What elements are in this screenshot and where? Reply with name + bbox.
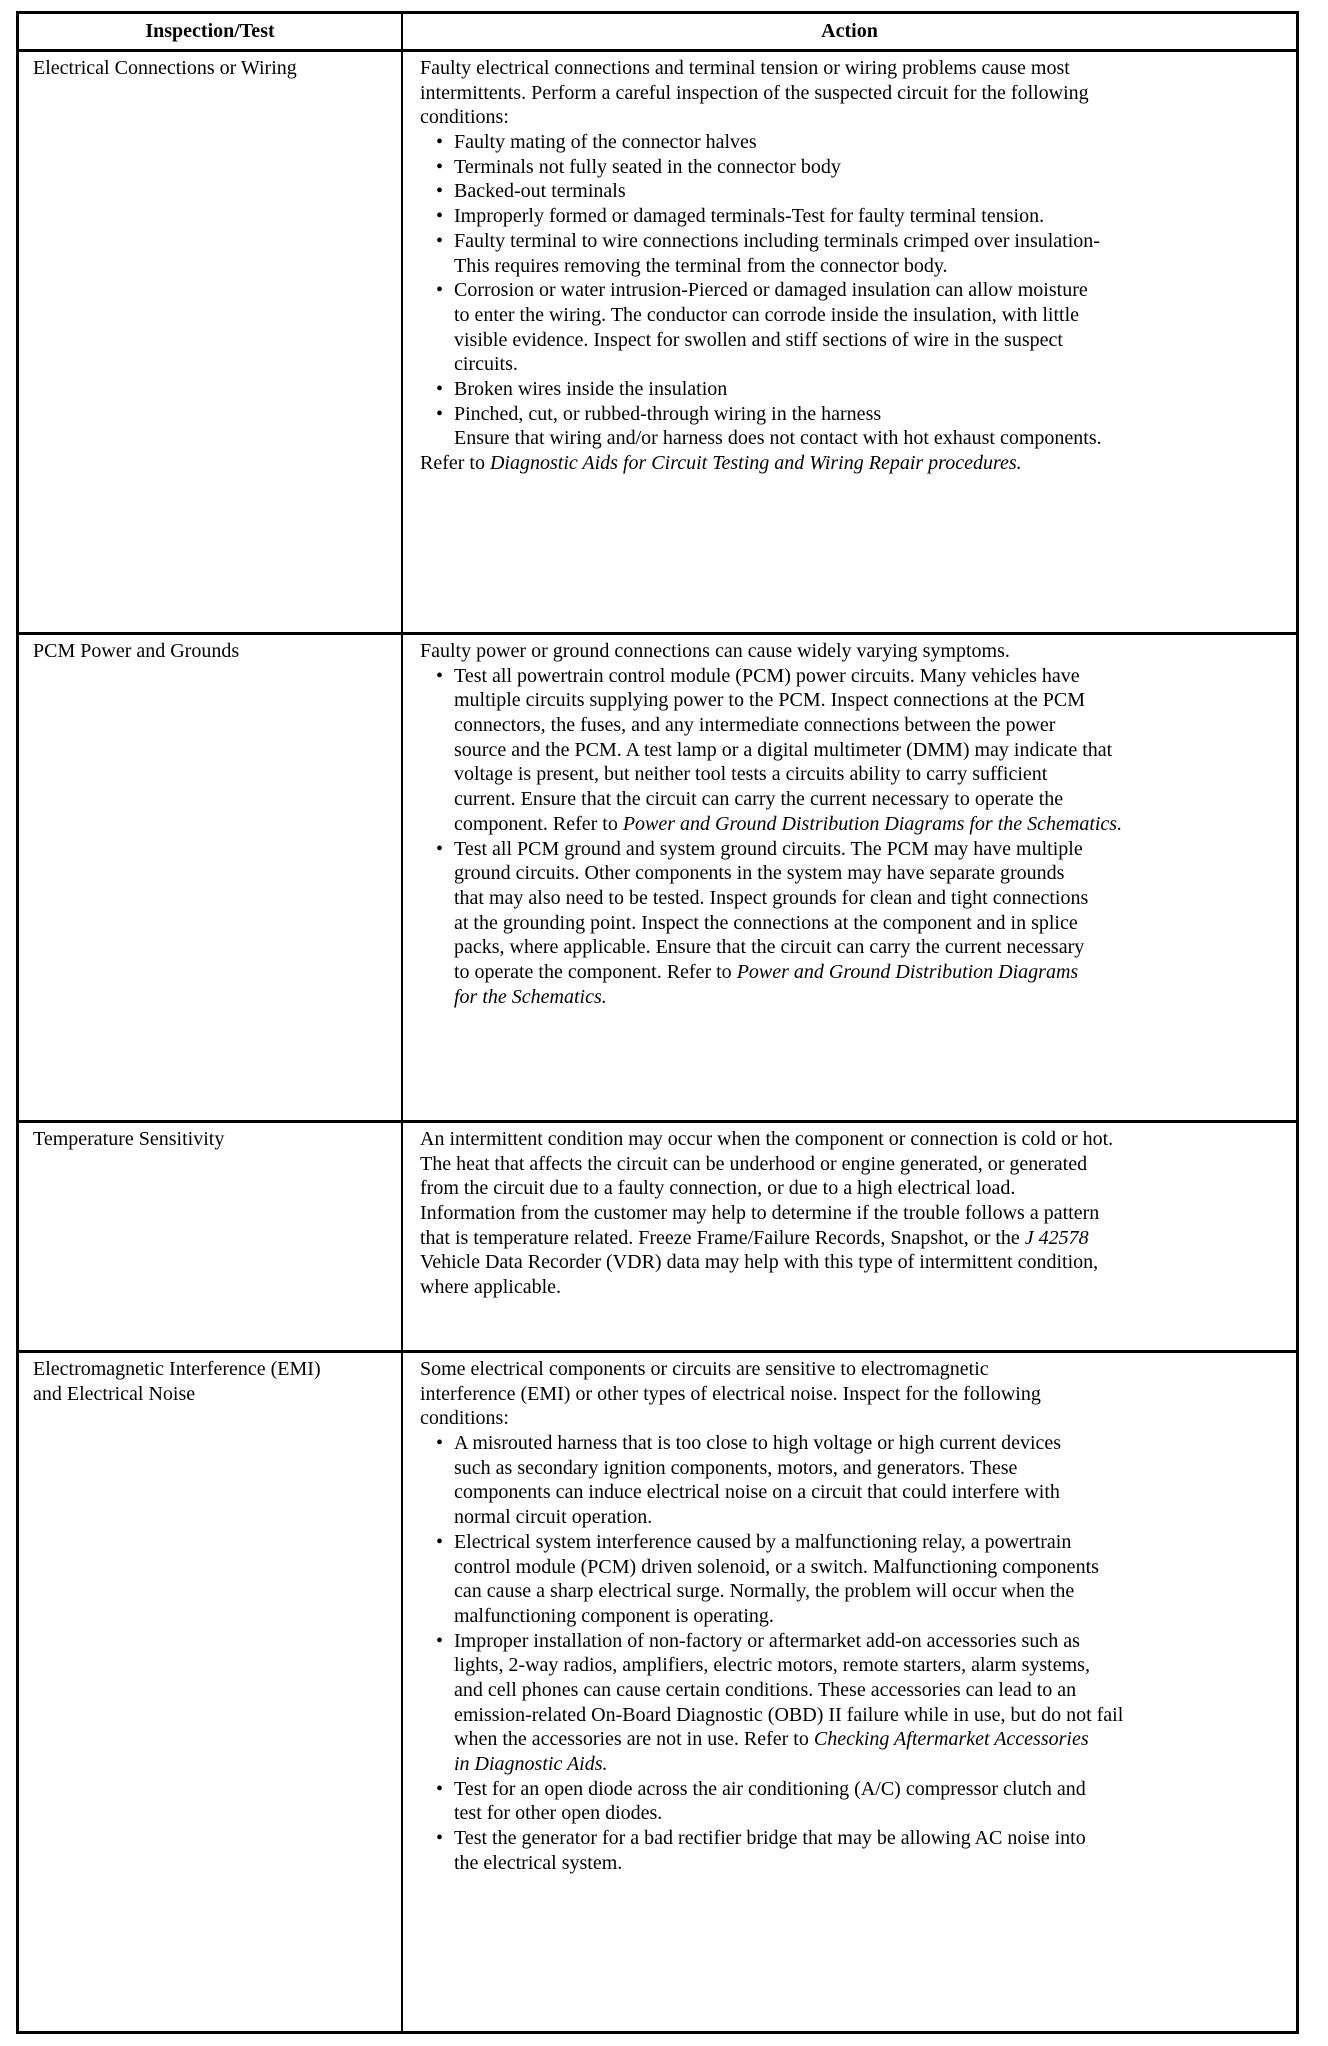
bullet-icon: • <box>436 377 444 400</box>
action-text: conditions: <box>420 1407 509 1430</box>
action-text: multiple circuits supplying power to the PCM. Inspect connections at the PCM <box>454 689 1086 712</box>
action-text: visible evidence. Inspect for swollen and stiff sections of wire in the suspect <box>454 328 1063 351</box>
inspection-label-line: PCM Power and Grounds <box>33 640 240 662</box>
inspection-label-line: and Electrical Noise <box>33 1382 196 1405</box>
action-text: Faulty power or ground connections can cause widely varying symptoms. <box>420 640 1010 662</box>
bullet-icon: • <box>436 837 444 860</box>
action-text: connectors, the fuses, and any intermediate connections between the power <box>454 714 1056 737</box>
bullet-icon: • <box>436 131 444 154</box>
action-paragraph-line <box>420 1127 1300 1152</box>
bullet-item <box>420 278 1300 303</box>
bullet-continuation <box>420 1505 1300 1530</box>
header-action: Action <box>821 20 878 42</box>
action-paragraph-line <box>420 1357 1300 1382</box>
bullet-continuation <box>420 1579 1300 1604</box>
bullet-item <box>420 229 1300 254</box>
table-row-pcm-power-grounds <box>19 635 1296 1121</box>
action-text: when the accessories are not in use. Refer to <box>454 1728 814 1751</box>
action-text: The heat that affects the circuit can be underhood or engine generated, or generated <box>420 1152 1088 1175</box>
action-text: that may also need to be tested. Inspect grounds for clean and tight connections <box>454 886 1089 909</box>
action-text: circuits. <box>454 353 518 376</box>
bullet-continuation <box>420 713 1300 738</box>
action-paragraph-line <box>420 451 1300 476</box>
action-text: ground circuits. Other components in the system may have separate grounds <box>454 862 1065 885</box>
bullet-item <box>420 1431 1300 1456</box>
action-cell <box>420 1127 1300 1300</box>
bullet-continuation <box>420 935 1300 960</box>
bullet-item <box>420 1629 1300 1654</box>
bullet-continuation <box>420 762 1300 787</box>
action-text: voltage is present, but neither tool tests a circuits ability to carry sufficient <box>454 763 1048 786</box>
action-paragraph-line <box>420 81 1300 106</box>
action-text: component. Refer to <box>454 812 623 835</box>
action-text: Refer to <box>420 452 490 474</box>
action-text: Pinched, cut, or rubbed-through wiring in the harness <box>454 402 882 425</box>
bullet-icon: • <box>436 279 444 302</box>
bullet-continuation <box>420 1727 1300 1752</box>
bullet-continuation <box>420 1752 1300 1777</box>
action-text: normal circuit operation. <box>454 1506 653 1529</box>
bullet-icon: • <box>436 205 444 228</box>
bullet-item <box>420 664 1300 689</box>
action-text: Improper installation of non-factory or aftermarket add-on accessories such as <box>454 1629 1080 1652</box>
bullet-continuation <box>420 960 1300 985</box>
bullet-continuation <box>420 861 1300 886</box>
action-paragraph-line <box>420 1226 1300 1251</box>
bullet-icon: • <box>436 1629 444 1652</box>
bullet-continuation <box>420 426 1300 451</box>
bullet-continuation <box>420 1555 1300 1580</box>
action-text: Backed-out terminals <box>454 180 626 203</box>
bullet-continuation <box>420 787 1300 812</box>
bullet-continuation <box>420 911 1300 936</box>
action-text: Test for an open diode across the air conditioning (A/C) compressor clutch and <box>454 1777 1086 1800</box>
bullet-continuation <box>420 688 1300 713</box>
action-cell <box>420 1357 1300 1875</box>
bullet-item <box>420 204 1300 229</box>
action-text: the electrical system. <box>454 1851 623 1874</box>
bullet-item <box>420 1777 1300 1802</box>
action-text: control module (PCM) driven solenoid, or a switch. Malfunctioning components <box>454 1555 1099 1578</box>
bullet-continuation <box>420 886 1300 911</box>
action-text: Improperly formed or damaged terminals-Test for faulty terminal tension. <box>454 205 1045 228</box>
bullet-item <box>420 402 1300 427</box>
action-text: Information from the customer may help to determine if the trouble follows a pattern <box>420 1202 1100 1225</box>
action-text: Test all powertrain control module (PCM) power circuits. Many vehicles have <box>454 664 1080 687</box>
action-text: from the circuit due to a faulty connection, or due to a high electrical load. <box>420 1177 1016 1200</box>
bullet-icon: • <box>436 155 444 178</box>
action-text: Some electrical components or circuits are sensitive to electromagnetic <box>420 1358 989 1380</box>
action-text: conditions: <box>420 106 509 129</box>
inspection-cell <box>33 56 393 81</box>
bullet-continuation <box>420 985 1300 1010</box>
action-text: at the grounding point. Inspect the connections at the component and in splice <box>454 911 1078 934</box>
action-text: A misrouted harness that is too close to high voltage or high current devices <box>454 1432 1062 1455</box>
bullet-continuation <box>420 352 1300 377</box>
action-text: An intermittent condition may occur when the component or connection is cold or hot. <box>420 1128 1114 1150</box>
action-text: intermittents. Perform a careful inspection of the suspected circuit for the following <box>420 81 1089 104</box>
action-paragraph-line <box>420 639 1300 664</box>
bullet-continuation <box>420 328 1300 353</box>
action-text: Faulty terminal to wire connections including terminals crimped over insulation- <box>454 229 1100 252</box>
table-row-electrical-connections <box>19 52 1296 632</box>
action-text: Test the generator for a bad rectifier bridge that may be allowing AC noise into <box>454 1827 1086 1850</box>
bullet-continuation <box>420 303 1300 328</box>
inspection-label-line: Electromagnetic Interference (EMI) <box>33 1358 321 1380</box>
bullet-icon: • <box>436 664 444 687</box>
action-text: interference (EMI) or other types of electrical noise. Inspect for the following <box>420 1382 1041 1405</box>
bullet-icon: • <box>436 1827 444 1850</box>
action-text: current. Ensure that the circuit can carry the current necessary to operate the <box>454 788 1064 811</box>
action-text: Test all PCM ground and system ground circuits. The PCM may have multiple <box>454 837 1083 860</box>
action-paragraph-line <box>420 1201 1300 1226</box>
action-text: Faulty electrical connections and terminal tension or wiring problems cause most <box>420 57 1070 79</box>
inspection-cell <box>33 1127 393 1152</box>
action-paragraph-line <box>420 1406 1300 1431</box>
action-text: Faulty mating of the connector halves <box>454 131 757 154</box>
action-text: emission-related On-Board Diagnostic (OBD) II failure while in use, but do not fail <box>454 1703 1124 1726</box>
action-text: Terminals not fully seated in the connector body <box>454 155 841 178</box>
action-text: to enter the wiring. The conductor can corrode inside the insulation, with little <box>454 303 1080 326</box>
action-text: source and the PCM. A test lamp or a digital multimeter (DMM) may indicate that <box>454 738 1113 761</box>
reference-italic: Diagnostic Aids for Circuit Testing and Wiring Repair procedures. <box>489 452 1022 474</box>
reference-italic: J 42578 <box>1024 1226 1089 1249</box>
bullet-continuation <box>420 1801 1300 1826</box>
reference-italic: Power and Ground Distribution Diagrams for the Schematics. <box>622 812 1123 835</box>
header-inspection-test: Inspection/Test <box>145 20 275 42</box>
action-paragraph-line <box>420 105 1300 130</box>
bullet-icon: • <box>436 1530 444 1553</box>
bullet-continuation <box>420 1703 1300 1728</box>
bullet-item <box>420 155 1300 180</box>
reference-italic: Checking Aftermarket Accessories <box>813 1728 1089 1751</box>
inspection-label-line: Temperature Sensitivity <box>33 1128 225 1150</box>
bullet-continuation <box>420 1678 1300 1703</box>
bullet-item <box>420 1826 1300 1851</box>
action-paragraph-line <box>420 56 1300 81</box>
action-text: such as secondary ignition components, motors, and generators. These <box>454 1456 1018 1479</box>
action-text: can cause a sharp electrical surge. Normally, the problem will occur when the <box>454 1580 1075 1603</box>
bullet-item <box>420 837 1300 862</box>
action-text: components can induce electrical noise on a circuit that could interfere with <box>454 1481 1060 1504</box>
bullet-continuation <box>420 1456 1300 1481</box>
inspection-label-line: Electrical Connections or Wiring <box>33 57 297 79</box>
bullet-continuation <box>420 738 1300 763</box>
action-cell <box>420 639 1300 1009</box>
reference-italic: Power and Ground Distribution Diagrams <box>736 960 1079 983</box>
table-row-emi-electrical-noise <box>19 1353 1296 2033</box>
bullet-icon: • <box>436 1777 444 1800</box>
bullet-icon: • <box>436 1432 444 1455</box>
reference-italic: for the Schematics. <box>454 985 607 1008</box>
action-text: This requires removing the terminal from the connector body. <box>454 254 948 277</box>
inspection-cell <box>33 1357 393 1406</box>
action-text: lights, 2-way radios, amplifiers, electric motors, remote starters, alarm systems, <box>454 1654 1090 1677</box>
action-paragraph-line <box>420 1250 1300 1275</box>
action-text: packs, where applicable. Ensure that the circuit can carry the current necessary <box>454 936 1085 959</box>
inspection-cell <box>33 639 393 664</box>
bullet-continuation <box>420 1604 1300 1629</box>
reference-italic: in Diagnostic Aids. <box>454 1753 608 1775</box>
action-cell <box>420 56 1300 476</box>
bullet-icon: • <box>436 229 444 252</box>
action-text: that is temperature related. Freeze Frame/Failure Records, Snapshot, or the <box>420 1226 1025 1249</box>
bullet-continuation <box>420 812 1300 837</box>
action-paragraph-line <box>420 1176 1300 1201</box>
action-text: where applicable. <box>420 1276 562 1299</box>
bullet-continuation <box>420 1480 1300 1505</box>
action-text: Ensure that wiring and/or harness does not contact with hot exhaust components. <box>454 427 1102 450</box>
table-row-temperature-sensitivity <box>19 1123 1296 1351</box>
action-paragraph-line <box>420 1382 1300 1407</box>
action-paragraph-line <box>420 1275 1300 1300</box>
action-text: to operate the component. Refer to <box>454 960 737 983</box>
bullet-item <box>420 179 1300 204</box>
bullet-icon: • <box>436 402 444 425</box>
bullet-icon: • <box>436 180 444 203</box>
action-text: and cell phones can cause certain conditions. These accessories can lead to an <box>454 1678 1077 1701</box>
inspection-table <box>16 11 1299 2034</box>
bullet-continuation <box>420 1653 1300 1678</box>
bullet-continuation <box>420 254 1300 279</box>
action-text: Vehicle Data Recorder (VDR) data may help with this type of intermittent condition, <box>420 1251 1099 1274</box>
action-text: Electrical system interference caused by a malfunctioning relay, a powertrain <box>454 1530 1072 1553</box>
action-text: malfunctioning component is operating. <box>454 1604 774 1627</box>
bullet-item <box>420 1530 1300 1555</box>
action-text: test for other open diodes. <box>454 1802 663 1825</box>
bullet-continuation <box>420 1851 1300 1876</box>
action-paragraph-line <box>420 1152 1300 1177</box>
action-text: Corrosion or water intrusion-Pierced or damaged insulation can allow moisture <box>454 279 1088 302</box>
action-text: Broken wires inside the insulation <box>454 377 728 400</box>
bullet-item <box>420 377 1300 402</box>
bullet-item <box>420 130 1300 155</box>
